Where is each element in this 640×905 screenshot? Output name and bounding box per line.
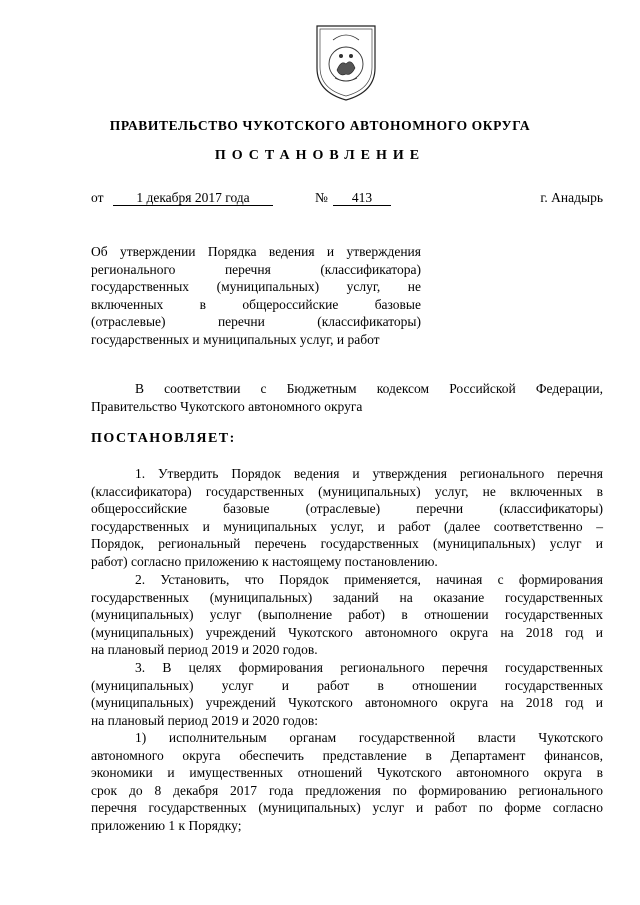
- paragraph-item-1: [91, 465, 603, 571]
- government-title: ПРАВИТЕЛЬСТВО ЧУКОТСКОГО АВТОНОМНОГО ОКРУГА: [109, 118, 531, 133]
- paragraph-line: 1. Утвердить Порядок ведения и утверждения регионального перечня: [135, 466, 603, 481]
- number-label: №: [315, 190, 328, 205]
- paragraph-line: приложению 1 к Порядку;: [91, 817, 242, 833]
- paragraph-line: 1) исполнительным органам государственной власти Чукотского: [135, 730, 603, 745]
- paragraph-line: (муниципальных) учреждений Чукотского автономного округа на 2018 год и: [91, 695, 603, 711]
- paragraph-line: срок до 8 декабря 2017 года предложения по формированию регионального: [91, 782, 603, 798]
- preamble-line: Правительство Чукотского автономного округа: [91, 398, 363, 414]
- preamble-line: В соответствии с Бюджетным кодексом Российской Федерации,: [135, 381, 603, 396]
- subject-line: государственных (муниципальных) услуг, не: [91, 279, 421, 295]
- document-number: 413: [333, 190, 391, 206]
- preamble: [91, 380, 603, 415]
- subject-line: регионального перечня (классификатора): [91, 261, 421, 277]
- subject-line: государственных и муниципальных услуг, и работ: [91, 331, 380, 347]
- paragraph-line: государственных (муниципальных) заданий на оказание государственных: [91, 589, 603, 605]
- subject-line: Об утверждении Порядка ведения и утверждения: [91, 244, 421, 259]
- subject-line: включенных в общероссийские базовые: [91, 296, 421, 312]
- paragraph-line: на плановый период 2019 и 2020 годов.: [91, 642, 318, 658]
- coat-of-arms-icon: [311, 20, 381, 104]
- paragraph-line: Порядок, региональный перечень государственных (муниципальных) услуг и: [91, 536, 603, 552]
- paragraph-line: 2. Установить, что Порядок применяется, начиная с формирования: [135, 572, 603, 587]
- paragraph-item-2: [91, 571, 603, 659]
- document-city: г. Анадырь: [540, 190, 603, 205]
- from-label: от: [91, 190, 104, 205]
- paragraph-line: 3. В целях формирования регионального перечня государственных: [135, 660, 603, 675]
- paragraph-line: перечня государственных (муниципальных) услуг и работ по форме согласно: [91, 800, 603, 816]
- paragraph-line: на плановый период 2019 и 2020 годов:: [91, 712, 319, 728]
- document-type: ПОСТАНОВЛЕНИЕ: [214, 148, 426, 163]
- paragraph-line: автономного округа обеспечить представление в Департамент финансов,: [91, 747, 603, 763]
- decree-heading: ПОСТАНОВЛЯЕТ:: [91, 431, 236, 446]
- document-date: 1 декабря 2017 года: [113, 190, 273, 206]
- paragraph-line: экономики и имущественных отношений Чукотского автономного округа в: [91, 765, 603, 781]
- paragraph-line: (классификатора) государственных (муниципальных) услуг, не включенных в: [91, 483, 603, 499]
- paragraph-line: общероссийские базовые (отраслевые) перечни (классификаторы): [91, 501, 603, 517]
- paragraph-line: (муниципальных) услуг и работ в отношении государственных: [91, 677, 603, 693]
- document-subject: [91, 243, 421, 349]
- paragraph-line: (муниципальных) услуг (выполнение работ) в отношении государственных: [91, 607, 603, 623]
- subject-line: (отраслевые) перечни (классификаторы): [91, 314, 421, 330]
- paragraph-item-3-1: [91, 729, 603, 835]
- document-meta: [91, 190, 603, 210]
- paragraph-line: государственных и муниципальных услуг, и работ (далее соответственно –: [91, 518, 603, 534]
- paragraph-line: работ) согласно приложению к настоящему постановлению.: [91, 553, 438, 569]
- paragraph-item-3: [91, 659, 603, 729]
- paragraph-line: (муниципальных) учреждений Чукотского автономного округа на 2018 год и: [91, 624, 603, 640]
